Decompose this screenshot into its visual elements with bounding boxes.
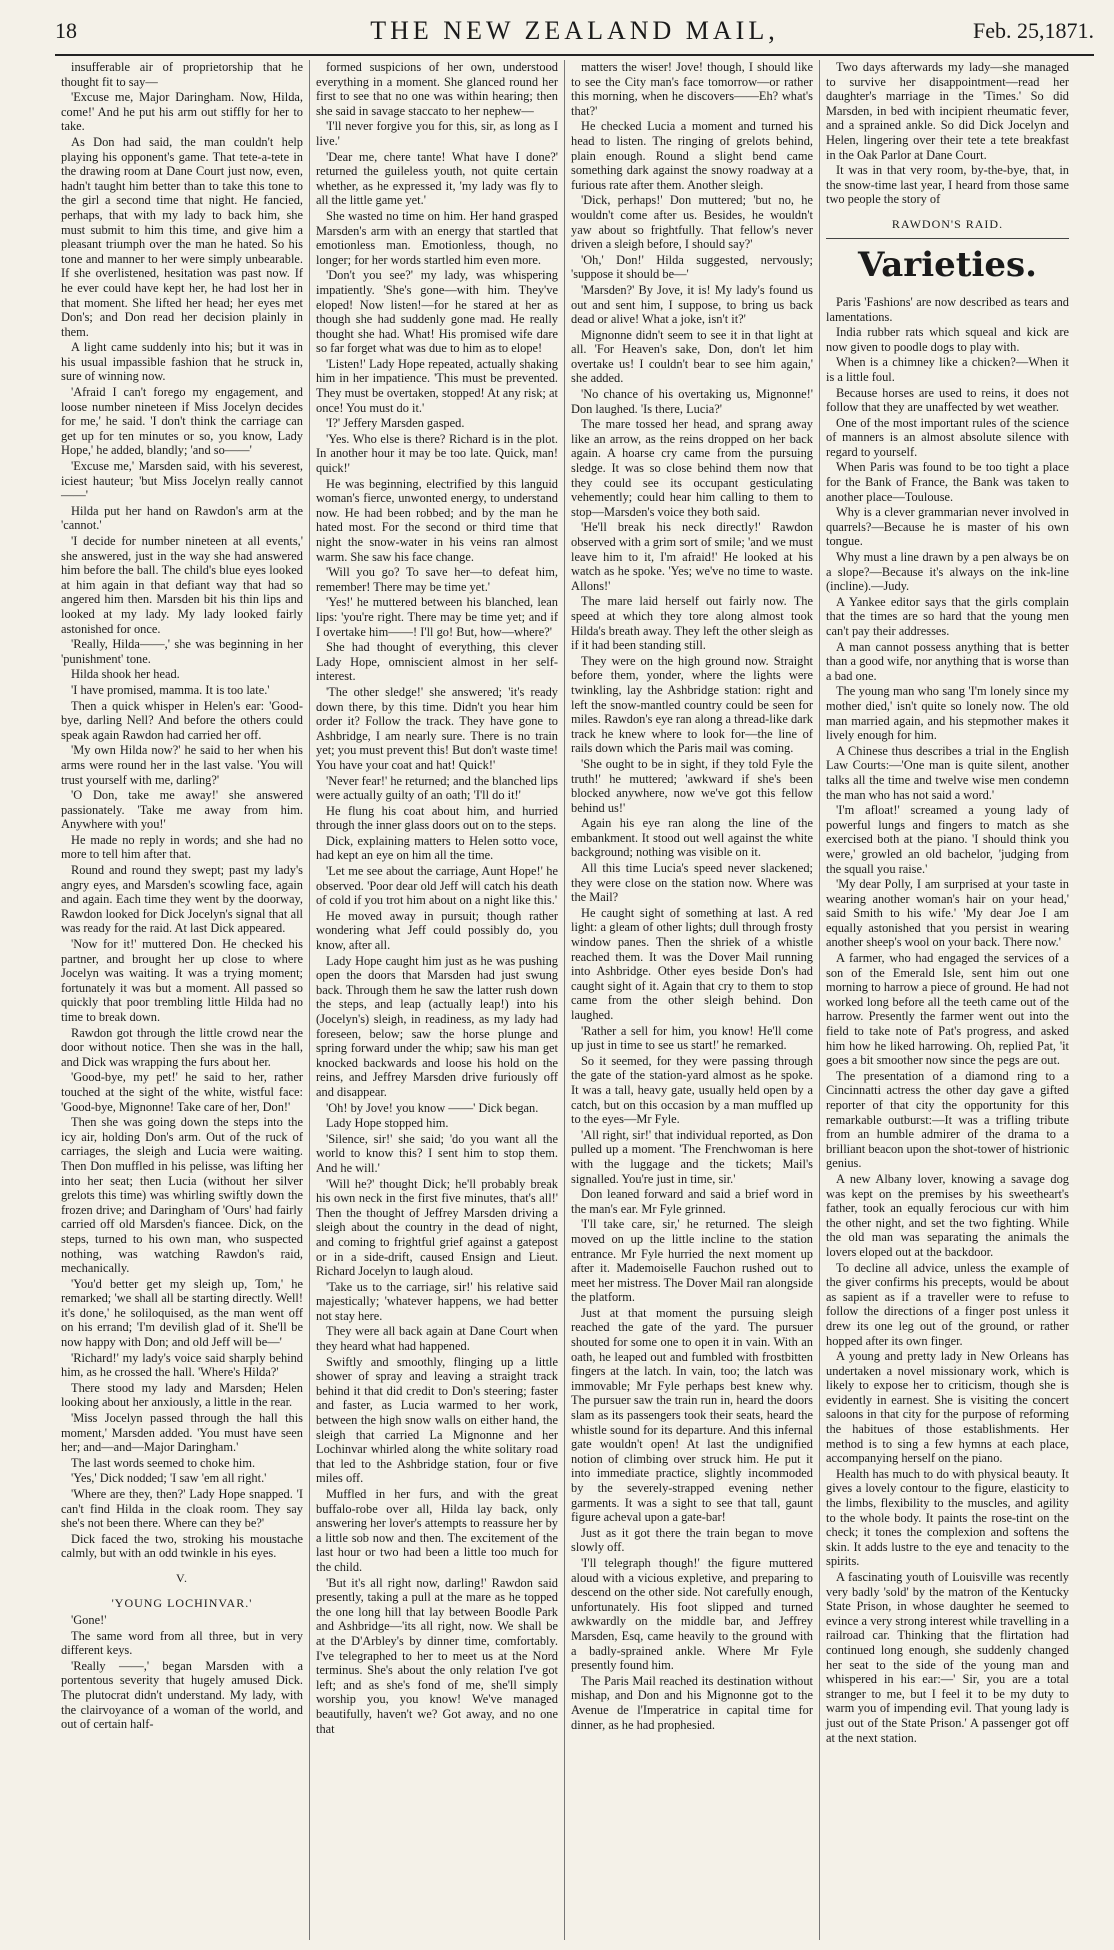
paragraph: A young and pretty lady in New Orleans has undertaken a novel missionary work, which is likely to expose her to criticism, though she is evidently in earnest. She is visiting the concert saloons in that city for the purpose of reforming the habitues of those establishments. Her method is to sing a few hymns at each place, accompanying herself on the piano. <box>826 1349 1069 1466</box>
paragraph: He checked Lucia a moment and turned his head to listen. The ringing of grelots behind, plain enough. Round a slight bend came something dark against the snowy roadway at a furious rate after them. Another sleigh. <box>571 119 813 192</box>
paragraph: All this time Lucia's speed never slackened; they were close on the station now. Where was the Mail? <box>571 861 813 905</box>
paragraph: 'Good-bye, my pet!' he said to her, rather touched at the sight of the white, wistful face: 'Good-bye, Mignonne! Take care of her, Don!' <box>61 1070 303 1114</box>
paragraph: 'Let me see about the carriage, Aunt Hope!' he observed. 'Poor dear old Jeff will catch his death of cold if you trot him about on a night like this.' <box>316 864 558 908</box>
paragraph: Then she was going down the steps into the icy air, holding Don's arm. Out of the ruck of carriages, the sleigh and Lucia were waiting. Then Don muffled in his pelisse, was lifting her into her seat; then Lucia (without her silver grelots this time) was whirling swiftly down the frozen drive; and Daringham of 'Ours' had fairly carried off old Marsden's fiancee. Dick, on the steps, turned to his own man, who suspected nothing, was watching Rawdon's raid, mechanically. <box>61 1115 303 1276</box>
paragraph: 'Don't you see?' my lady, was whispering impatiently. 'She's gone—with him. They've eloped! Now listen!—for he stared at her as though she had suddenly gone mad. He really thought she had. What! His promised wife dare so far forget what was due to him as to elope! <box>316 268 558 356</box>
paragraph: The Paris Mail reached its destination without mishap, and Don and his Mignonne got to the Avenue de l'Imperatrice in capital time for dinner, as he had prophesied. <box>571 1673 813 1732</box>
paragraph: 'I'll never forgive you for this, sir, as long as I live.' <box>316 119 558 148</box>
paragraph: She had thought of everything, this clever Lady Hope, omniscient almost in her self-interest. <box>316 640 558 684</box>
paragraph: 'I?' Jeffery Marsden gasped. <box>326 416 465 431</box>
paragraph: Dick faced the two, stroking his moustache calmly, but with an odd twinkle in his eyes. <box>61 1531 303 1561</box>
paragraph: 'Take us to the carriage, sir!' his relative said majestically; 'whatever happens, we had better not stay here. <box>316 1279 558 1323</box>
paragraph: Round and round they swept; past my lady's angry eyes, and Marsden's scowling face, again and again. Each time they went by the doorway, Rawdon looked for Dick Jocelyn's signal that all was ready for the raid. At last Dick appeared. <box>61 863 303 936</box>
paragraph: 'I'll take care, sir,' he returned. The sleigh moved on up the little incline to the station entrance. Mr Fyle hurried the next moment up after it. Mademoiselle Fauchon rushed out to meet her mistress. The Dover Mail ran alongside the platform. <box>571 1217 814 1305</box>
paragraph: A man cannot possess anything that is better than a good wife, nor anything that is worse than a bad one. <box>826 639 1069 683</box>
paragraph: Then a quick whisper in Helen's ear: 'Good-bye, darling Nell? And before the others could speak again Rawdon had carried her off. <box>61 698 303 742</box>
page-number: 18 <box>55 18 77 43</box>
story-title: RAWDON'S RAID. <box>891 216 1004 231</box>
paragraph: 'Excuse me,' Marsden said, with his severest, iciest hauteur; 'but Miss Jocelyn really cannot——' <box>61 459 303 503</box>
paragraph: 'Yes. Who else is there? Richard is in the plot. In another hour it may be too late. Quick, man! quick!' <box>316 431 558 476</box>
columns <box>55 60 1094 1940</box>
paragraph: 'All right, sir!' that individual reported, as Don pulled up a moment. 'The Frenchwoman is here with the luggage and the tickets; Mail's signalled. You're just in time, sir.' <box>571 1127 813 1186</box>
paragraph: 'Yes!' he muttered between his blanched, lean lips: 'you're right. There may be time yet; and if I overtake him——! I'll go! But, how—where?' <box>316 595 558 639</box>
chapter-number: V. <box>175 1570 189 1585</box>
paragraph: It was in that very room, by-the-bye, that, in the snow-time last year, I heard from those same two people the story of <box>826 163 1069 207</box>
chapter-heading: 'YOUNG LOCHINVAR.' <box>111 1595 253 1610</box>
paragraph: insufferable air of proprietorship that he thought fit to say— <box>61 60 303 89</box>
paragraph: The last words seemed to choke him. <box>71 1455 256 1470</box>
paragraph: A Chinese thus describes a trial in the English Law Courts:—'One man is quite silent, another talks all the time and twelve wise men condemn the man who has not said a word.' <box>826 743 1069 802</box>
paragraph: 'Richard!' my lady's voice said sharply behind him, as he crossed the hall. 'Where's Hilda?' <box>61 1350 303 1380</box>
column-4 <box>820 60 1075 1940</box>
paragraph: India rubber rats which squeal and kick are now given to poodle dogs to play with. <box>826 325 1069 354</box>
paragraph: To decline all advice, unless the example of the giver confirms his precepts, would be about as sapient as if a traveller were to refuse to follow the directions of a finger post unless it drew its one leg out of the ground, or rather hopped after its own finger. <box>826 1260 1069 1348</box>
paragraph: So it seemed, for they were passing through the gate of the station-yard almost as he spoke. It was a tall, heavy gate, usually held open by a catch, but on this occasion by a man muffled up to the eyes—Mr Fyle. <box>571 1053 813 1127</box>
paragraph: 'I'm afloat!' screamed a young lady of powerful lungs and fingers to match as she exercised both at the piano. 'I should think you were,' growled an old bachelor, 'judging from the squall you raise.' <box>826 803 1069 876</box>
newspaper-title: THE NEW ZEALAND MAIL, <box>370 16 779 45</box>
paragraph: 'Marsden?' By Jove, it is! My lady's found us out and sent him, I suppose, to bring us back dead or alive! What a joke, isn't it?' <box>571 282 813 327</box>
paragraph: 'Will he?' thought Dick; he'll probably break his own neck in the first five minutes, that's all!' Then the thought of Jeffrey Marsden driving a sleigh about the country in the dead of night, and coming to frightful grief against a gatepost or in a side-drift, caused Ensign and Lieut. Richard Jocelyn to laugh aloud. <box>316 1176 558 1279</box>
paragraph: matters the wiser! Jove! though, I should like to see the City man's face tomorrow—or rather this morning, when he discovers——Eh? what's that?' <box>571 60 813 118</box>
paragraph: 'No chance of his overtaking us, Mignonne!' Don laughed. 'Is there, Lucia?' <box>571 387 813 416</box>
paragraph: Why is a clever grammarian never involved in quarrels?—Because he is master of his own tongue. <box>826 505 1069 549</box>
paragraph: He was beginning, electrified by this languid woman's fierce, unwonted energy, to understand now. He had been robbed; and by the man he hated most. For the second or third time that night the snow-water in his veins ran almost warm. She saw his face change. <box>316 476 558 564</box>
paragraph: 'Dick, perhaps!' Don muttered; 'but no, he wouldn't come after us. Besides, he wouldn't yaw about so frightfully. That fellow's never driven a sleigh before, I should say?' <box>571 193 813 252</box>
paragraph: A Yankee editor says that the girls complain that the times are so hard that the young men can't pay their addresses. <box>826 594 1069 638</box>
paragraph: The mare laid herself out fairly now. The speed at which they tore along almost took Hilda's breath away. They left the other sleigh as if it had been standing still. <box>571 594 813 653</box>
paragraph: Muffled in her furs, and with the great buffalo-robe over all, Hilda lay back, only answering her lover's attempts to reassure her by a little sob now and then. The excitement of the last hour or two had been a little too much for the child. <box>316 1487 558 1574</box>
paragraph: When is a chimney like a chicken?—When it is a little foul. <box>826 355 1069 384</box>
paragraph: They were all back again at Dane Court when they heard what had happened. <box>316 1324 558 1354</box>
paragraph: Why must a line drawn by a pen always be on a slope?—Because it's always on the ink-line (incline).—Judy. <box>826 550 1069 594</box>
paragraph: Dick, explaining matters to Helen sotto voce, had kept an eye on him all the time. <box>316 833 558 863</box>
paragraph: A light came suddenly into his; but it was in his usual impassible fashion that he struck in, sure of winning now. <box>61 340 303 384</box>
paragraph: 'My own Hilda now?' he said to her when his arms were round her in the last valse. 'You will trust yourself with me, darling?' <box>61 743 303 787</box>
paragraph: 'You'd better get my sleigh up, Tom,' he remarked; 'we shall all be starting directly. Well! it's done,' he soliloquised, as the man went off on his errand; 'I'm devilish glad of it. She'll be now happy with Don; and old Jeff will be—' <box>61 1276 303 1350</box>
paragraph: One of the most important rules of the science of manners is an almost absolute silence with regard to yourself. <box>826 415 1069 459</box>
paragraph: 'Oh! by Jove! you know ——' Dick began. <box>326 1100 539 1115</box>
varieties-heading: Varieties. <box>826 238 1069 285</box>
paragraph: 'O Don, take me away!' she answered passionately. 'Take me away from him. Anywhere with you!' <box>61 788 303 832</box>
paragraph: He caught sight of something at last. A red light: a gleam of other lights; dull through frosty window panes. Then the shriek of a whistle reached them. It was the Dover Mail running into Ashbridge. Other eyes beside Don's had caught sight of it. Again that cry to them to stop came from the other sleigh behind. Don laughed. <box>571 905 813 1022</box>
paragraph: 'Will you go? To save her—to defeat him, remember! There may be time yet.' <box>316 565 558 594</box>
paragraph: The presentation of a diamond ring to a Cincinnatti actress the other day gave a gifted reporter of that city the opportunity for this remarkable outburst:—It was a trifling tribute from an humble admirer of the drama to a brilliant beacon upon the shot-tower of histrionic genius. <box>826 1068 1069 1171</box>
paragraph: He flung his coat about him, and hurried through the inner glass doors out on to the steps. <box>316 803 558 833</box>
paragraph: A fascinating youth of Louisville was recently very badly 'sold' by the matron of the Kentucky State Prison, in whose daughter he seemed to evince a very strong interest while travelling in a railroad car. Thinking that the flirtation had continued long enough, she suddenly changed her seat to the side of the young man and whispered in his ear:—' Sir, you are a total stranger to me, but I feel it to be my duty to warm you of impending evil. That young lady is just out of the State Prison.' A passenger got off at the next station. <box>826 1570 1069 1745</box>
paragraph: There stood my lady and Marsden; Helen looking about her anxiously, a little in the rear. <box>61 1380 303 1410</box>
paragraph: She wasted no time on him. Her hand grasped Marsden's arm with an energy that startled that emotionless man. Emotionless, though, no longer; for her words startled him even more. <box>316 208 558 267</box>
paragraph: 'Where are they, then?' Lady Hope snapped. 'I can't find Hilda in the cloak room. They say she's not been there. Where can they be?' <box>61 1487 303 1531</box>
paragraph: Because horses are used to reins, it does not follow that they are unaffected by wet weather. <box>826 385 1069 415</box>
paragraph: Just at that moment the pursuing sleigh reached the gate of the yard. The pursuer shouted for some one to open it in vain. With an oath, he leaped out and fumbled with frostbitten fingers at the latch. In vain, too; the latch was immovable; Mr Fyle perhaps best knew why. The pursuer saw the train run in, heard the doors slam as its passengers took their seats, heard the whistle sound for its departure. And this infernal gate wouldn't open! At last the undignified notion of climbing over struck him. He put it into immediate practice, slightly incommoded by the severely-strapped evening nether garments. It was a sight to see that tall, gaunt figure acheval upon a gate-bar! <box>571 1305 813 1525</box>
paragraph: Rawdon got through the little crowd near the door without notice. Then she was in the hall, and Dick was wrapping the furs about her. <box>61 1025 303 1069</box>
paragraph: A farmer, who had engaged the services of a son of the Emerald Isle, sent him out one morning to harrow a piece of ground. He had not worked long before all the teeth came out of the harrow. Presently the farmer went out into the field to take note of Pat's progress, and asked him how he liked harrowing. Oh, replied Pat, 'it goes a bit smoother now since the pegs are out. <box>826 951 1069 1068</box>
paragraph: Health has much to do with physical beauty. It gives a lovely contour to the figure, elasticity to the limbs, flexibility to the muscles, and agility to the whole body. It paints the rose-tint on the check; it tones the complexion and softens the skin. It adds lustre to the eye and tenacity to the spirits. <box>826 1466 1069 1569</box>
paragraph: 'Miss Jocelyn passed through the hall this moment,' Marsden added. 'You must have seen her; and—and—Major Daringham.' <box>61 1411 303 1455</box>
paragraph: 'Never fear!' he returned; and the blanched lips were actually guilty of an oath; 'I'll do it!' <box>316 773 558 803</box>
paragraph: Don leaned forward and said a brief word in the man's ear. Mr Fyle grinned. <box>571 1187 813 1216</box>
paragraph: As Don had said, the man couldn't help playing his opponent's game. That tete-a-tete in the drawing room at Dane Court just now, even, hadn't taught him better than to take this tone to the girl a second time that night. He fancied, perhaps, that with my lady to back him, she must submit to him this time, and give him a pleasant triumph over the man he hated. So his tone and manner to her were simply unbearable. If she overlistened, hesitation was past now. If he ever could have kept her, he had lost her in that moment. She lifted her head; her eyes met Don's; and Don read her decision plainly in them. <box>61 134 303 339</box>
paragraph: He made no reply in words; and she had no more to tell him after that. <box>61 832 303 862</box>
paragraph: 'Excuse me, Major Daringham. Now, Hilda, come!' And he put his arm out stiffly for her to take. <box>61 90 303 134</box>
paragraph: The mare tossed her head, and sprang away like an arrow, as the reins dropped on her back again. A hoarse cry came from the pursuing sledge. It was so close behind them now that they could see its occupant gesticulating vehemently; could hear him calling to them to stop—Marsden's voice they both said. <box>571 417 813 519</box>
paragraph: 'Dear me, chere tante! What have I done?' returned the guileless youth, not quite certain whether, as he expressed it, 'my lady was fly to all the little game yet.' <box>316 149 558 208</box>
paragraph: formed suspicions of her own, understood everything in a moment. She glanced round her first to see that no one was within hearing; then she said in savage staccato to her nephew— <box>316 60 558 118</box>
paragraph: 'Yes,' Dick nodded; 'I saw 'em all right.' <box>71 1471 267 1486</box>
paragraph: He moved away in pursuit; though rather wondering what Jeff could possibly do, you know, after all. <box>316 908 558 953</box>
column-2 <box>310 60 565 1940</box>
paragraph: 'He'll break his neck directly!' Rawdon observed with a grim sort of smile; 'and we must leave him to it, I'm afraid!' He looked at his watch as he spoke. 'Yes; we've no time to waste. Allons!' <box>571 520 813 593</box>
paragraph: Lady Hope stopped him. <box>326 1116 449 1131</box>
paragraph: Paris 'Fashions' are now described as tears and lamentations. <box>826 294 1069 324</box>
paragraph: The same word from all three, but in very different keys. <box>61 1628 303 1658</box>
paragraph: Mignonne didn't seem to see it in that light at all. 'For Heaven's sake, Don, don't let him overtake us! I couldn't bear to see him again,' she added. <box>571 327 813 386</box>
paragraph: When Paris was found to be too tight a place for the Bank of France, the Bank was taken to another place—Toulouse. <box>826 460 1069 504</box>
paragraph: A new Albany lover, knowing a savage dog was kept on the premises by his sweetheart's father, took an equally ferocious cur with him the other night, and set the two fighting. While the old man was separating the animals the lovers eloped out at the backdoor. <box>826 1171 1069 1259</box>
paragraph: Again his eye ran along the line of the embankment. It stood out well against the white background; nothing was visible on it. <box>571 816 813 860</box>
paragraph: Hilda put her hand on Rawdon's arm at the 'cannot.' <box>61 503 303 533</box>
paragraph: 'My dear Polly, I am surprised at your taste in wearing another woman's hair on your head,' said Smith to his wife.' 'My dear Joe I am equally astonished that you persist in wearing another sheep's wool on your back. There now.' <box>826 877 1069 950</box>
paragraph: They were on the high ground now. Straight before them, yonder, where the lights were twinkling, lay the Ashbridge station: right and left the snow-mantled country could be seen for miles. Rawdon's eye ran along a thread-like dark track he knew where to look for—the line of rails down which the Paris mail was coming. <box>571 653 813 756</box>
paragraph: Lady Hope caught him just as he was pushing open the doors that Marsden had just swung back. Through them he saw the latter rush down the steps, and leap (actually leap!) into his (Jocelyn's) sleigh, in readiness, as my lady had foreseen, below; saw the horse plunge and spring forward under the whip; saw his man get knocked backwards and loose his hold on the reins, and Jeffrey Marsden drive furiously off and disappear. <box>316 953 558 1099</box>
paragraph: 'I'll telegraph though!' the figure muttered aloud with a vicious expletive, and preparing to descend on the other side. Not carefully enough, unfortunately. His foot slipped and turned awkwardly on the middle bar, and Jeffrey Marsden, Esq, came heavily to the ground with a badly-sprained ankle. Where Mr Fyle presently found him. <box>571 1555 813 1673</box>
issue-date: Feb. 25,1871. <box>973 18 1094 43</box>
paragraph: 'Listen!' Lady Hope repeated, actually shaking him in her impatience. 'This must be prevented. They must be overtaken, stopped! At any risk; at once! You must do it.' <box>316 356 558 415</box>
paragraph: The young man who sang 'I'm lonely since my mother died,' isn't quite so lonely now. The old man married again, and his stepmother makes it lively enough for him. <box>826 684 1069 743</box>
paragraph: 'Afraid I can't forego my engagement, and loose number nineteen if Miss Jocelyn decides for me,' he said. 'I don't think the carriage can get up for ten minutes or so, you know, Lady Hope,' he added, blandly; 'and so——' <box>61 385 303 458</box>
paragraph: 'Really, Hilda——,' she was beginning in her 'punishment' tone. <box>61 637 303 666</box>
paragraph: 'She ought to be in sight, if they told Fyle the truth!' he muttered; 'awkward if she's been blocked anywhere, now we've got this fellow behind us!' <box>571 756 813 815</box>
paragraph: Just as it got there the train began to move slowly off. <box>571 1525 813 1555</box>
paragraph: 'Rather a sell for him, you know! He'll come up just in time to see us start!' he remarked. <box>571 1023 813 1053</box>
column-3 <box>565 60 820 1940</box>
paragraph: 'Silence, sir!' she said; 'do you want all the world to know this? I sent him to stop them. And he will.' <box>316 1131 558 1175</box>
paragraph: Swiftly and smoothly, flinging up a little shower of spray and leaving a straight track behind it that did credit to Don's steering; faster and faster, as Lucia warmed to her work, between the high snow walls on either hand, the sleigh that carried La Mignonne and her Lochinvar whirled along the white solitary road that led to the Ashbridge station, four or five miles off. <box>316 1354 558 1486</box>
paragraph: 'But it's all right now, darling!' Rawdon said presently, taking a pull at the mare as he topped the one long hill that lay between Boodle Park and Ashbridge—'its all right, now. We shall be at the D'Arbley's by dinner time, comfortably. I've telegraphed to her to meet us at the Nord terminus. She's about the only relation I've got left; and as she's fond of me, she'll simply worship you, you know! We've managed beautifully, haven't we? Got away, and no one that <box>316 1575 558 1736</box>
paragraph: Two days afterwards my lady—she managed to survive her disappointment—read her daughter's marriage in the 'Times.' So did Marsden, in bed with incipient rheumatic fever, and a sprained ankle. So did Dick Jocelyn and Helen, lingering over their tete a tete breakfast in the Oak Parlor at Dane Court. <box>826 60 1069 162</box>
paragraph: 'I decide for number nineteen at all events,' she answered, just in the way she had answered him before the ball. The child's blue eyes looked at him again in that defiant way that had so angered him then. Marsden bit his thin lips and looked at my lady. My lady looked fairly astonished for once. <box>61 534 303 636</box>
paragraph: 'Gone!' <box>71 1612 107 1627</box>
paragraph: 'Really ——,' began Marsden with a portentous severity that hugely amused Dick. The plutocrat didn't understand. My lady, with the clairvoyance of a woman of the world, and out of certain half- <box>61 1658 303 1732</box>
paragraph: 'I have promised, mamma. It is too late.' <box>71 682 270 697</box>
paragraph: 'The other sledge!' she answered; 'it's ready down there, by this time. Didn't you hear him order it? Follow the track. They have gone to Ashbridge, I am nearly sure. There is no train yet; you must prevent this! But don't waste time! You have your coat and hat! Quick!' <box>316 684 558 772</box>
paragraph: 'Now for it!' muttered Don. He checked his partner, and brought her up close to where Jocelyn was waiting. It was a trying moment; fortunately it was but a moment. All passed so quickly that poor trembling little Hilda had no time to break down. <box>61 937 303 1024</box>
column-1 <box>55 60 310 1940</box>
masthead <box>55 12 1094 56</box>
paragraph: 'Oh,' Don!' Hilda suggested, nervously; 'suppose it should be—' <box>571 252 813 282</box>
paragraph: Hilda shook her head. <box>71 667 180 682</box>
